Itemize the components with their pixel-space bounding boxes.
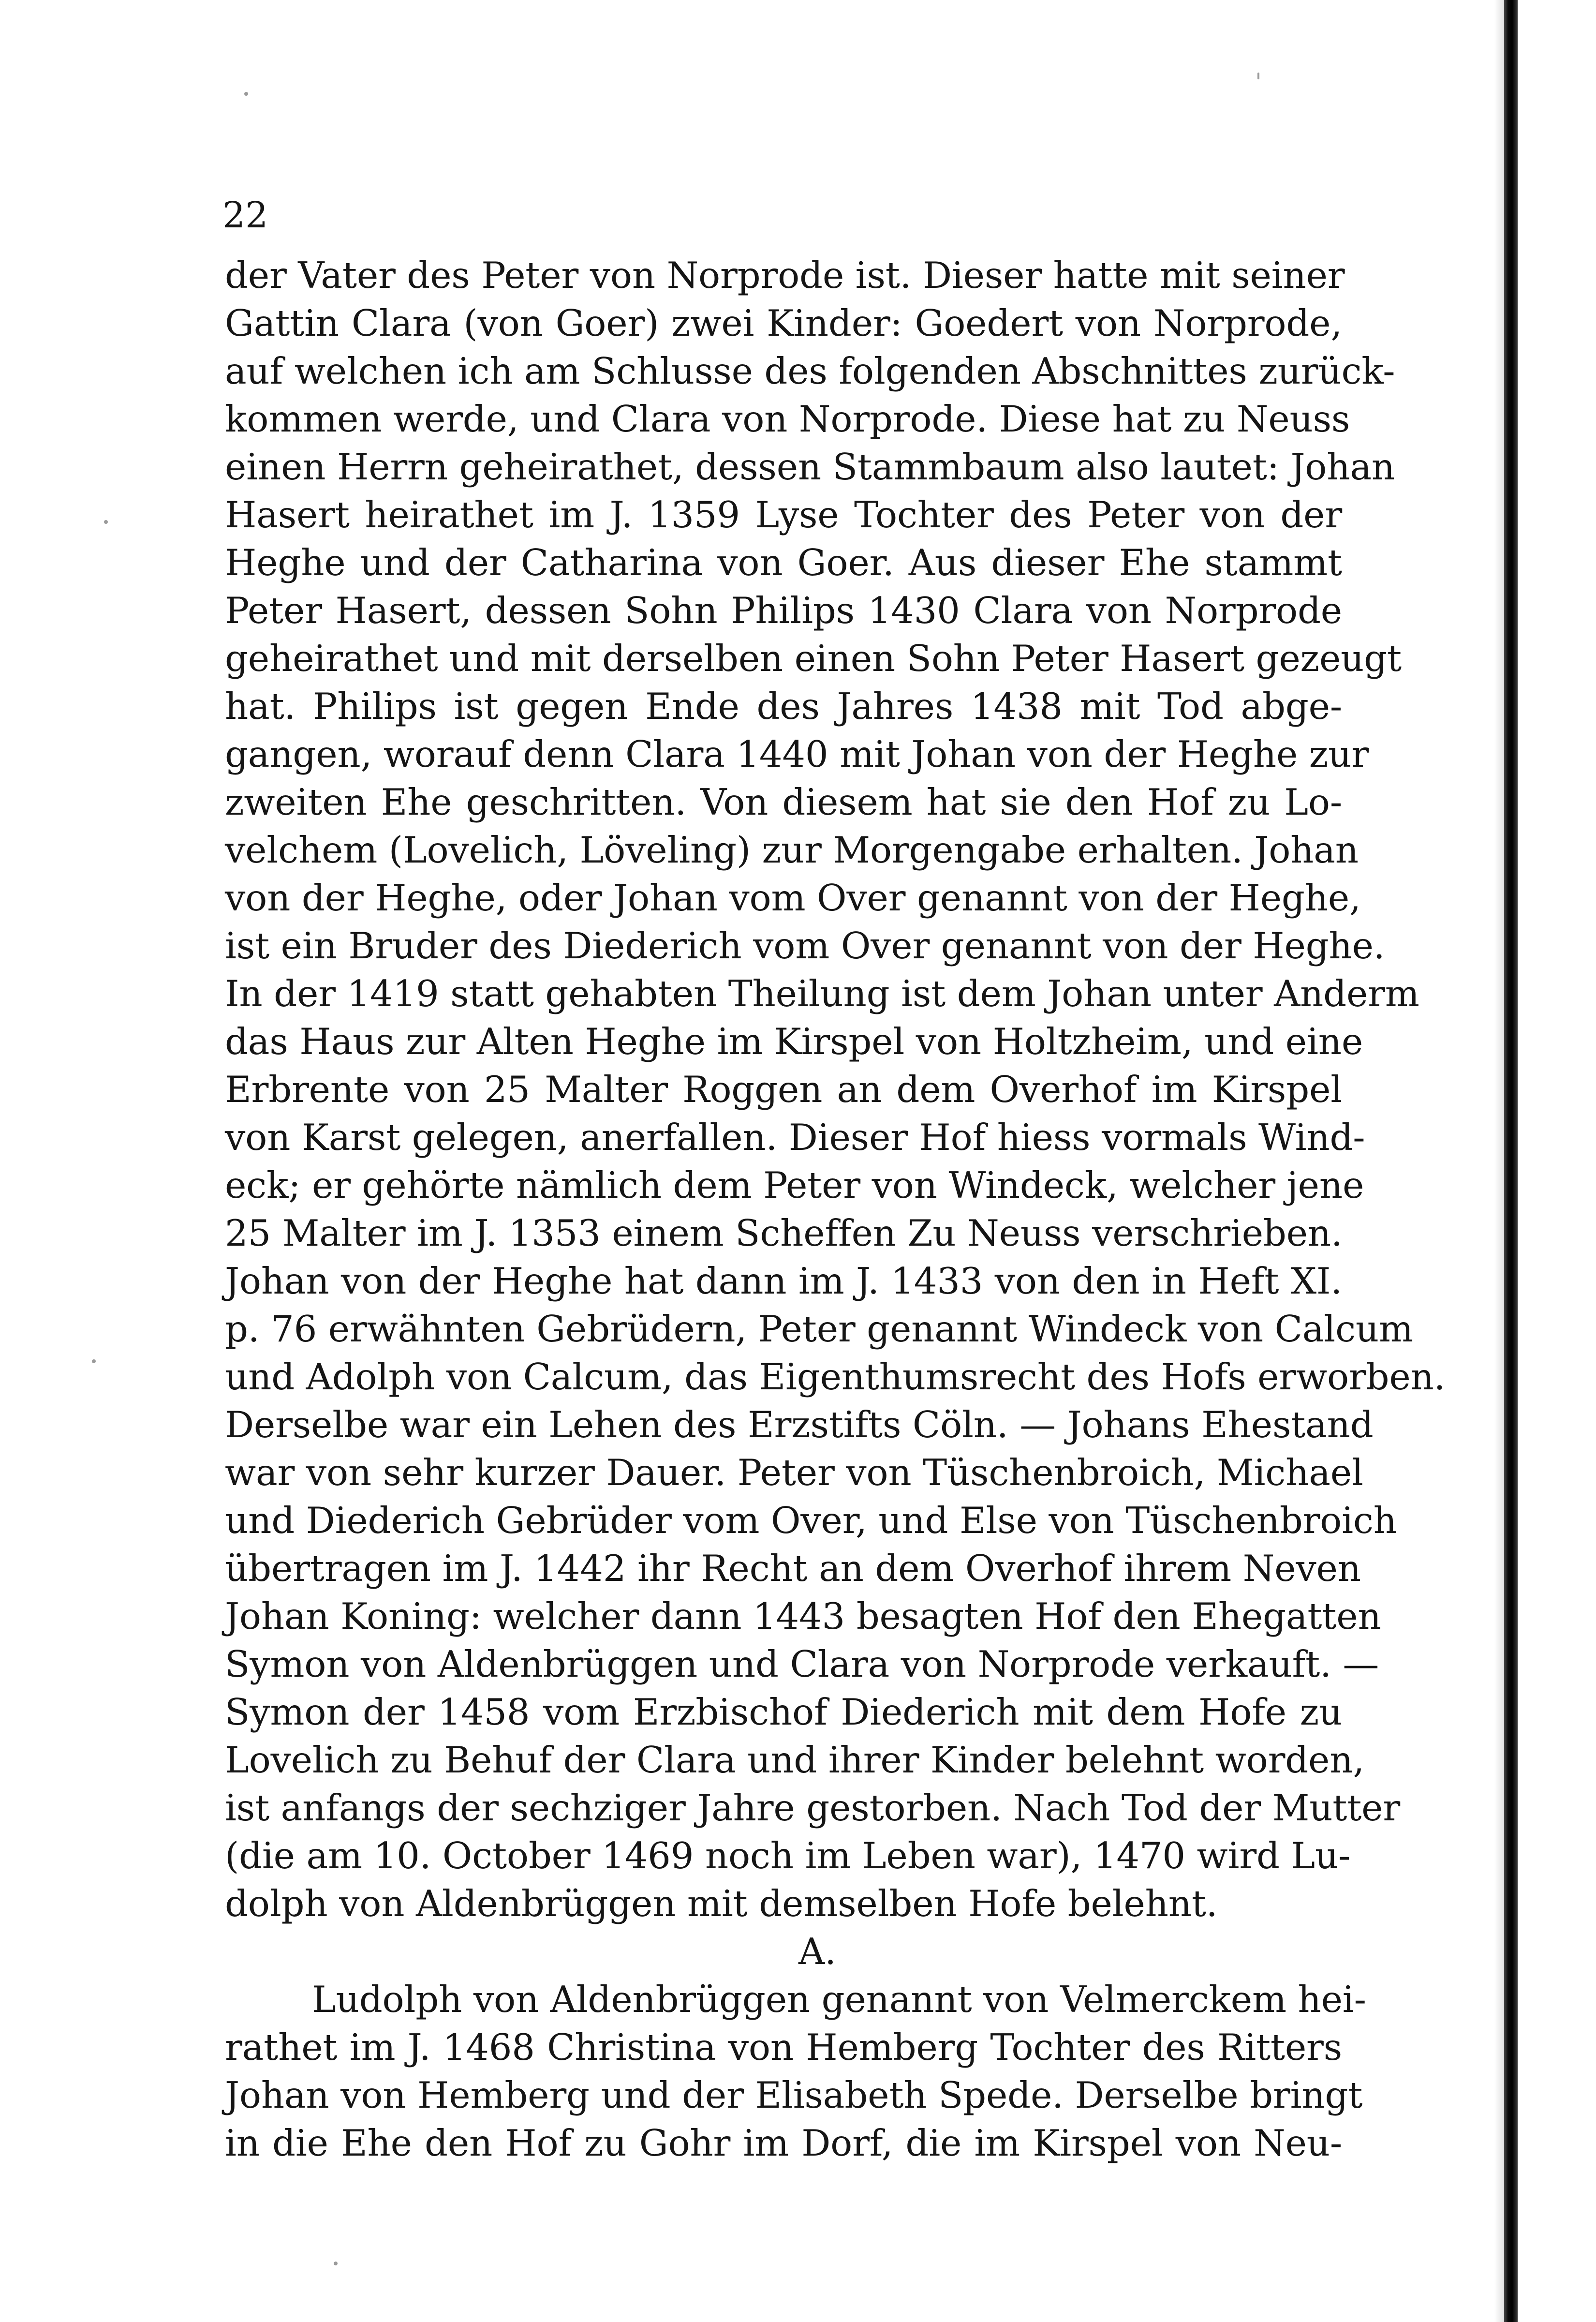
text-line: ist anfangs der sechziger Jahre gestorben. Nach Tod der Mutter <box>225 1786 1401 1829</box>
text-line: Johan von der Heghe hat dann im J. 1433 von den in Heft XI. <box>225 1260 1342 1302</box>
text-line: eck; er gehörte nämlich dem Peter von Windeck, welcher jene <box>225 1164 1364 1206</box>
text-line: velchem (Lovelich, Löveling) zur Morgengabe erhalten. Johan <box>225 829 1359 871</box>
text-line: geheirathet und mit derselben einen Sohn Peter Hasert gezeugt <box>225 637 1402 680</box>
text-line: Hasert heirathet im J. 1359 Lyse Tochter des Peter von der <box>225 493 1342 536</box>
text-line: ist ein Bruder des Diederich vom Over genannt von der Heghe. <box>225 924 1385 967</box>
text-line: auf welchen ich am Schlusse des folgenden Abschnittes zurück- <box>225 350 1395 392</box>
text-line: Peter Hasert, dessen Sohn Philips 1430 Clara von Norprode <box>225 589 1342 632</box>
text-line: und Adolph von Calcum, das Eigenthumsrecht des Hofs erworben. <box>225 1355 1446 1398</box>
text-line: von der Heghe, oder Johan vom Over genannt von der Heghe, <box>225 877 1361 919</box>
text-line: Gattin Clara (von Goer) zwei Kinder: Goedert von Norprode, <box>225 302 1342 344</box>
page-binding-edge <box>1504 0 1518 2322</box>
text-line: rathet im J. 1468 Christina von Hemberg Tochter des Ritters <box>225 2026 1342 2069</box>
binding-shadow <box>1494 0 1504 2322</box>
text-line: Ludolph von Aldenbrüggen genannt von Velmerckem hei- <box>312 1978 1366 2021</box>
text-line: hat. Philips ist gegen Ende des Jahres 1438 mit Tod abge- <box>225 685 1342 728</box>
text-line: das Haus zur Alten Heghe im Kirspel von Holtzheim, und eine <box>225 1020 1363 1063</box>
paper-speck <box>244 92 248 96</box>
text-line: Johan Koning: welcher dann 1443 besagten Hof den Ehegatten <box>225 1595 1381 1637</box>
body-text <box>225 252 1446 2167</box>
text-line: dolph von Aldenbrüggen mit demselben Hofe belehnt. <box>225 1882 1218 1925</box>
text-line: in die Ehe den Hof zu Gohr im Dorf, die im Kirspel von Neu- <box>225 2122 1342 2164</box>
text-line: Symon von Aldenbrüggen und Clara von Norprode verkauft. — <box>225 1643 1379 1685</box>
text-line: und Diederich Gebrüder vom Over, und Else von Tüschenbroich <box>225 1499 1397 1542</box>
text-line: kommen werde, und Clara von Norprode. Diese hat zu Neuss <box>225 398 1350 440</box>
text-line: Erbrente von 25 Malter Roggen an dem Overhof im Kirspel <box>225 1068 1342 1111</box>
paper-speck <box>1257 73 1259 79</box>
text-line: Lovelich zu Behuf der Clara und ihrer Kinder belehnt worden, <box>225 1739 1364 1781</box>
text-line: Johan von Hemberg und der Elisabeth Spede. Derselbe bringt <box>225 2074 1363 2116</box>
text-line: In der 1419 statt gehabten Theilung ist dem Johan unter Anderm <box>225 972 1419 1015</box>
text-line: p. 76 erwähnten Gebrüdern, Peter genannt Windeck von Calcum <box>225 1308 1413 1350</box>
paper-speck <box>334 2262 338 2265</box>
text-line: zweiten Ehe geschritten. Von diesem hat sie den Hof zu Lo- <box>225 781 1342 823</box>
text-line: Heghe und der Catharina von Goer. Aus dieser Ehe stammt <box>225 541 1342 584</box>
text-line: der Vater des Peter von Norprode ist. Dieser hatte mit seiner <box>225 254 1345 297</box>
text-line: (die am 10. October 1469 noch im Leben war), 1470 wird Lu- <box>225 1834 1351 1877</box>
page-number: 22 <box>222 194 268 236</box>
text-line: gangen, worauf denn Clara 1440 mit Johan von der Heghe zur <box>225 733 1369 775</box>
text-line: übertragen im J. 1442 ihr Recht an dem Overhof ihrem Neven <box>225 1547 1361 1590</box>
text-line: Symon der 1458 vom Erzbischof Diederich mit dem Hofe zu <box>225 1691 1342 1733</box>
text-line: Derselbe war ein Lehen des Erzstifts Cöln. — Johans Ehestand <box>225 1403 1374 1446</box>
text-line: einen Herrn geheirathet, dessen Stammbaum also lautet: Johan <box>225 446 1395 488</box>
paper-speck <box>104 520 108 524</box>
text-line: war von sehr kurzer Dauer. Peter von Tüschenbroich, Michael <box>225 1451 1363 1494</box>
text-line: 25 Malter im J. 1353 einem Scheffen Zu Neuss verschrieben. <box>225 1212 1343 1254</box>
paper-speck <box>92 1359 96 1363</box>
text-line: von Karst gelegen, anerfallen. Dieser Hof hiess vormals Wind- <box>225 1116 1365 1159</box>
section-heading: A. <box>798 1930 836 1973</box>
